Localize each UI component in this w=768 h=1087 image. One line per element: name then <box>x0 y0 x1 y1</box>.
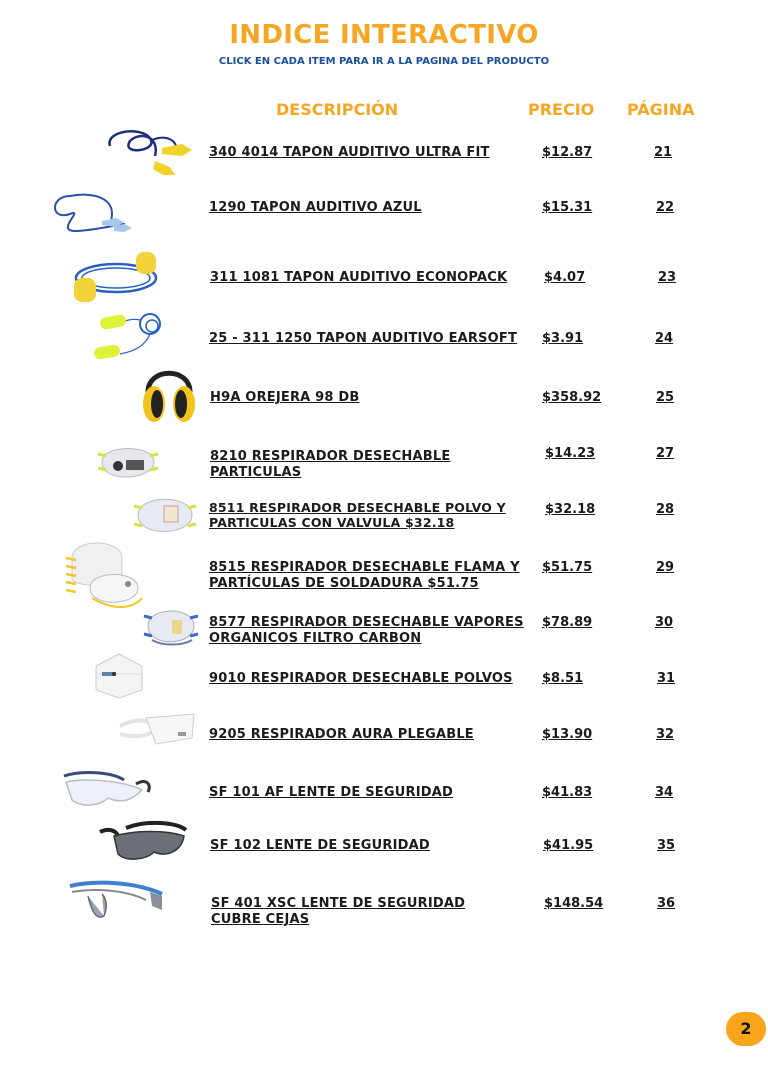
earplugs-foam-yellow-icon <box>66 248 162 306</box>
earmuffs-icon <box>140 362 198 426</box>
product-link[interactable]: 8515 RESPIRADOR DESECHABLE FLAMA Y PARTÍCULAS DE SOLDADURA $51.75 <box>209 560 520 591</box>
product-link[interactable]: 340 4014 TAPON AUDITIVO ULTRA FIT <box>209 145 490 160</box>
product-link[interactable]: H9A OREJERA 98 DB <box>210 390 360 405</box>
product-price[interactable]: $3.91 <box>542 331 584 346</box>
column-header-price: PRECIO <box>528 100 595 119</box>
product-link[interactable]: SF 102 LENTE DE SEGURIDAD <box>210 838 430 853</box>
product-page-link[interactable]: 25 <box>656 390 675 405</box>
page-number-badge: 2 <box>726 1012 766 1046</box>
product-price[interactable]: $14.23 <box>545 446 596 461</box>
product-page-link[interactable]: 22 <box>656 200 675 215</box>
product-price[interactable]: $4.07 <box>544 270 586 285</box>
product-price[interactable]: $13.90 <box>542 727 593 742</box>
safety-glasses-clear-icon <box>62 768 154 814</box>
product-page-link[interactable]: 29 <box>656 560 675 575</box>
product-link[interactable]: 8577 RESPIRADOR DESECHABLE VAPORES ORGANICOS FILTRO CARBON <box>209 615 524 646</box>
respirator-8210-icon <box>96 436 160 488</box>
column-header-page: PÁGINA <box>627 100 695 119</box>
product-link[interactable]: SF 101 AF LENTE DE SEGURIDAD <box>209 785 453 800</box>
respirator-carbon-icon <box>142 600 200 652</box>
product-page-link[interactable]: 28 <box>656 502 675 517</box>
product-link[interactable]: SF 401 XSC LENTE DE SEGURIDAD CUBRE CEJAS <box>211 896 466 927</box>
safety-glasses-blue-icon <box>66 876 166 928</box>
respirator-flat-fold-icon <box>92 650 146 702</box>
product-price[interactable]: $41.83 <box>542 785 593 800</box>
earplugs-corded-yellow-icon <box>100 126 196 182</box>
earplugs-corded-blue-icon <box>50 186 136 240</box>
safety-glasses-gray-icon <box>96 818 188 868</box>
page-subtitle: CLICK EN CADA ITEM PARA IR A LA PAGINA DEL PRODUCTO <box>218 56 550 67</box>
product-link[interactable]: 8210 RESPIRADOR DESECHABLE PARTICULAS <box>210 449 451 480</box>
page-title: INDICE INTERACTIVO <box>229 20 539 50</box>
product-page-link[interactable]: 34 <box>655 785 674 800</box>
product-page-link[interactable]: 31 <box>657 671 676 686</box>
product-price[interactable]: $78.89 <box>542 615 593 630</box>
product-price[interactable]: $51.75 <box>542 560 593 575</box>
product-link[interactable]: 311 1081 TAPON AUDITIVO ECONOPACK <box>210 270 508 285</box>
product-link[interactable]: 1290 TAPON AUDITIVO AZUL <box>209 200 422 215</box>
product-price[interactable]: $358.92 <box>542 390 602 405</box>
product-page-link[interactable]: 32 <box>656 727 675 742</box>
product-link[interactable]: 8511 RESPIRADOR DESECHABLE POLVO Y PARTICULAS CON VALVULA $32.18 <box>209 500 506 530</box>
product-price[interactable]: $41.95 <box>543 838 594 853</box>
product-page-link[interactable]: 36 <box>657 896 676 911</box>
product-page-link[interactable]: 21 <box>654 145 673 160</box>
earplugs-foam-neon-icon <box>90 306 170 364</box>
respirator-aura-icon <box>116 708 198 750</box>
product-page-link[interactable]: 23 <box>658 270 677 285</box>
column-header-description: DESCRIPCIÓN <box>276 100 399 119</box>
product-price[interactable]: $15.31 <box>542 200 593 215</box>
product-link[interactable]: 9010 RESPIRADOR DESECHABLE POLVOS <box>209 671 513 686</box>
product-link[interactable]: 9205 RESPIRADOR AURA PLEGABLE <box>209 727 474 742</box>
product-page-link[interactable]: 27 <box>656 446 675 461</box>
product-page-link[interactable]: 35 <box>657 838 676 853</box>
product-price[interactable]: $32.18 <box>545 502 596 517</box>
product-price[interactable]: $8.51 <box>542 671 584 686</box>
product-page-link[interactable]: 30 <box>655 615 674 630</box>
product-price[interactable]: $12.87 <box>542 145 593 160</box>
product-page-link[interactable]: 24 <box>655 331 674 346</box>
respirator-stack-icon <box>62 528 144 610</box>
product-price[interactable]: $148.54 <box>544 896 604 911</box>
product-link[interactable]: 25 - 311 1250 TAPON AUDITIVO EARSOFT <box>209 331 518 346</box>
